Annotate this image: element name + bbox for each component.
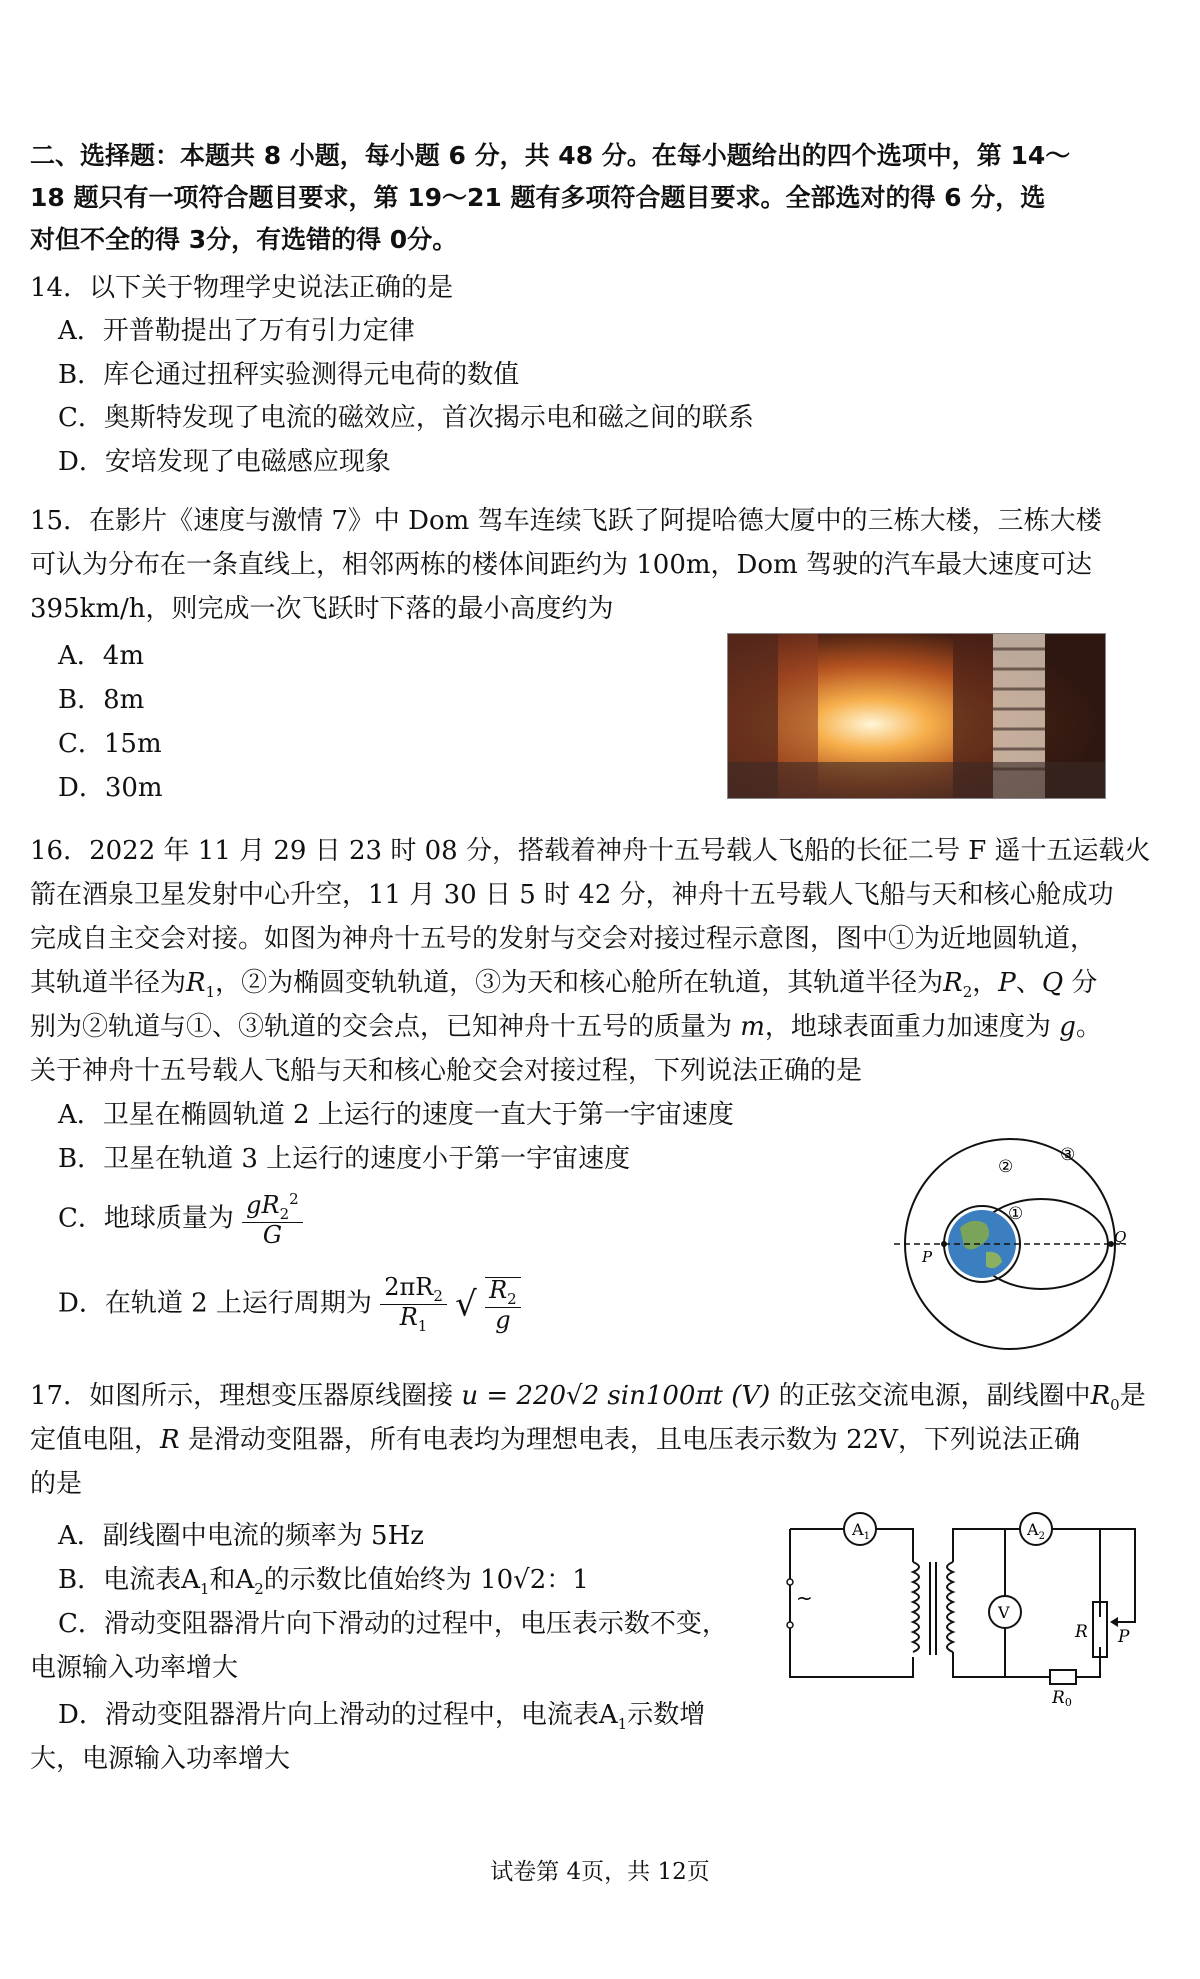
q16-line4: 其轨道半径为$R_1$，②为椭圆变轨轨道，③为天和核心舱所在轨道，其轨道半径为$R_2$，P、Q 分 [30,968,1098,1002]
section-header-line1: 二、选择题：本题共 8 小题，每小题 6 分，共 48 分。在每小题给出的四个选项中，第 14～ [30,141,1071,170]
period-formula: $\frac{2\pi R_2}{R_1}$ [380,1275,447,1334]
transformer-circuit-diagram [780,1507,1162,1709]
ammeter-a2-label: $A_2$ [1027,1520,1045,1542]
orbit-3-label: ③ [1060,1145,1076,1165]
section-header-line2: 18 题只有一项符合题目要求，第 19～21 题有多项符合题目要求。全部选对的得 6 分，选 [30,183,1046,212]
q17-option-c-line1: C．滑动变阻器滑片向下滑动的过程中，电压表示数不变， [58,1609,728,1639]
rheostat-label: R [1075,1622,1088,1642]
q15-line1: 15．在影片《速度与激情 7》中 Dom 驾车连续飞跃了阿提哈德大厦中的三栋大楼，三栋大楼 [30,506,1102,536]
q15-line3: 395km/h，则完成一次飞跃时下落的最小高度约为 [30,594,614,624]
resistor-r0 [1050,1670,1076,1684]
q16-option-d: D．在轨道 2 上运行周期为 $\frac{2\pi R_2}{R_1}$ √ $\frac{R_2}{g}$ [58,1275,521,1334]
q14-stem: 14．以下关于物理学史说法正确的是 [30,273,454,303]
q14-option-a: A．开普勒提出了万有引力定律 [58,316,415,346]
orbit-diagram [890,1132,1130,1350]
q16-option-a: A．卫星在椭圆轨道 2 上运行的速度一直大于第一宇宙速度 [58,1100,734,1130]
q15-option-d: D．30m [58,773,163,803]
point-p-label: P [922,1248,933,1266]
q16-line1: 16．2022 年 11 月 29 日 23 时 08 分，搭载着神舟十五号载人飞船的长征二号 F 遥十五运载火 [30,836,1151,866]
q16-line5: 别为②轨道与①、③轨道的交会点，已知神舟十五号的质量为 m，地球表面重力加速度为 g。 [30,1012,1102,1042]
q17-option-d-line1: D．滑动变阻器滑片向上滑动的过程中，电流表$A_1$示数增 [58,1700,706,1734]
resistor-r0-label: R0 [1052,1688,1072,1709]
ammeter-a1-label: $A_1$ [852,1520,870,1542]
page-footer: 试卷第 4页，共 12页 [490,1859,710,1885]
q17-line3: 的是 [30,1469,83,1499]
q17-option-c-line2: 电源输入功率增大 [30,1653,239,1683]
q15-line2: 可认为分布在一条直线上，相邻两栋的楼体间距约为 100m，Dom 驾驶的汽车最大速度可达 [30,550,1092,580]
q17-line2: 定值电阻，R 是滑动变阻器，所有电表均为理想电表，且电压表示数为 22V，下列说法正确 [30,1425,1080,1455]
movie-still-image [727,633,1106,799]
q16-line2: 箭在酒泉卫星发射中心升空，11 月 30 日 5 时 42 分，神舟十五号载人飞船与天和核心舱成功 [30,880,1114,910]
orbit-2-label: ② [998,1157,1014,1177]
q16-line6: 关于神舟十五号载人飞船与天和核心舱交会对接过程，下列说法正确的是 [30,1056,863,1086]
q17-option-b: B．电流表$A_1$和$A_2$的示数比值始终为 10√2：1 [58,1565,589,1599]
orbit-1-label: ① [1008,1204,1024,1224]
q15-option-b: B．8m [58,685,145,715]
section-header-line3: 对但不全的得 3分，有选错的得 0分。 [30,225,458,254]
q17-line1: 17．如图所示，理想变压器原线圈接 u = 220√2 sin100πt (V) 的正弦交流电源，副线圈中$R_0$是 [30,1381,1146,1415]
point-q-label: Q [1114,1228,1127,1246]
q16-option-c: C．地球质量为 $\frac{gR_2^2}{G}$ [58,1192,303,1247]
slider-p-label: P [1118,1627,1130,1647]
q14-option-c: C．奥斯特发现了电流的磁效应，首次揭示电和磁之间的联系 [58,403,754,433]
q14-option-d: D．安培发现了电磁感应现象 [58,447,391,477]
q17-option-a: A．副线圈中电流的频率为 5Hz [58,1521,424,1551]
q15-option-a: A．4m [58,641,144,671]
ac-source-symbol: ~ [796,1586,813,1610]
q16-option-b: B．卫星在轨道 3 上运行的速度小于第一宇宙速度 [58,1144,631,1174]
q17-option-d-line2: 大，电源输入功率增大 [30,1744,291,1774]
earth-mass-formula: $\frac{gR_2^2}{G}$ [242,1192,303,1247]
voltmeter-label: V [998,1603,1010,1622]
q16-line3: 完成自主交会对接。如图为神舟十五号的发射与交会对接过程示意图，图中①为近地圆轨道， [30,924,1097,954]
q14-option-b: B．库仑通过扭秤实验测得元电荷的数值 [58,360,520,390]
q15-option-c: C．15m [58,729,162,759]
